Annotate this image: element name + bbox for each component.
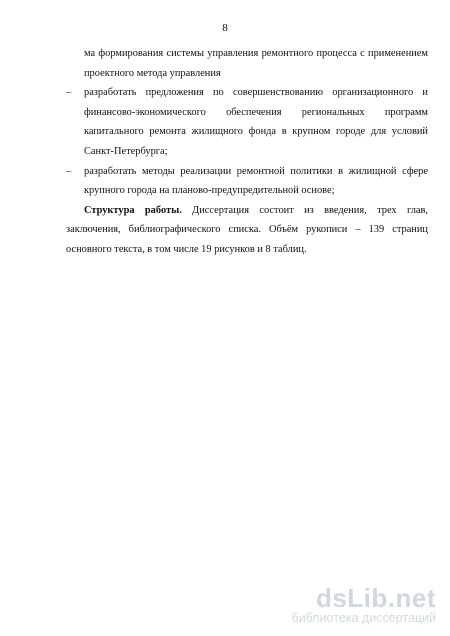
- list-item: [66, 162, 428, 201]
- structure-title: Структура работы.: [84, 204, 182, 216]
- structure-paragraph: [66, 201, 428, 260]
- list-dash: –: [66, 165, 72, 177]
- watermark-tagline: библиотека диссертаций: [291, 611, 436, 625]
- intro-paragraph: ма формирования системы управления ремонтного процесса с применением проектного метода управления: [84, 48, 428, 79]
- list-item-text: разработать предложения по совершенствованию организационного и финансово-экономического обеспечения региональных программ капитального ремонта жилищного фонда в крупном городе для условий Санкт-Петербурга;: [84, 87, 428, 157]
- list-dash: –: [66, 87, 72, 99]
- watermark: [292, 585, 436, 626]
- list-item-text: разработать методы реализации ремонтной политики в жилищной сфере крупного города на планово-предупредительной основе;: [84, 165, 428, 197]
- structure-text: Диссертация состоит из введения, трех глав, заключения, библиографического списка. Объём рукописи – 139 страниц основного текста, в том числе 19 рисунков и 8 таблиц.: [66, 204, 428, 255]
- page-number: 8: [222, 22, 228, 34]
- list-item: [66, 83, 428, 161]
- document-body: [66, 44, 428, 260]
- watermark-brand: dsLib.net: [315, 583, 436, 613]
